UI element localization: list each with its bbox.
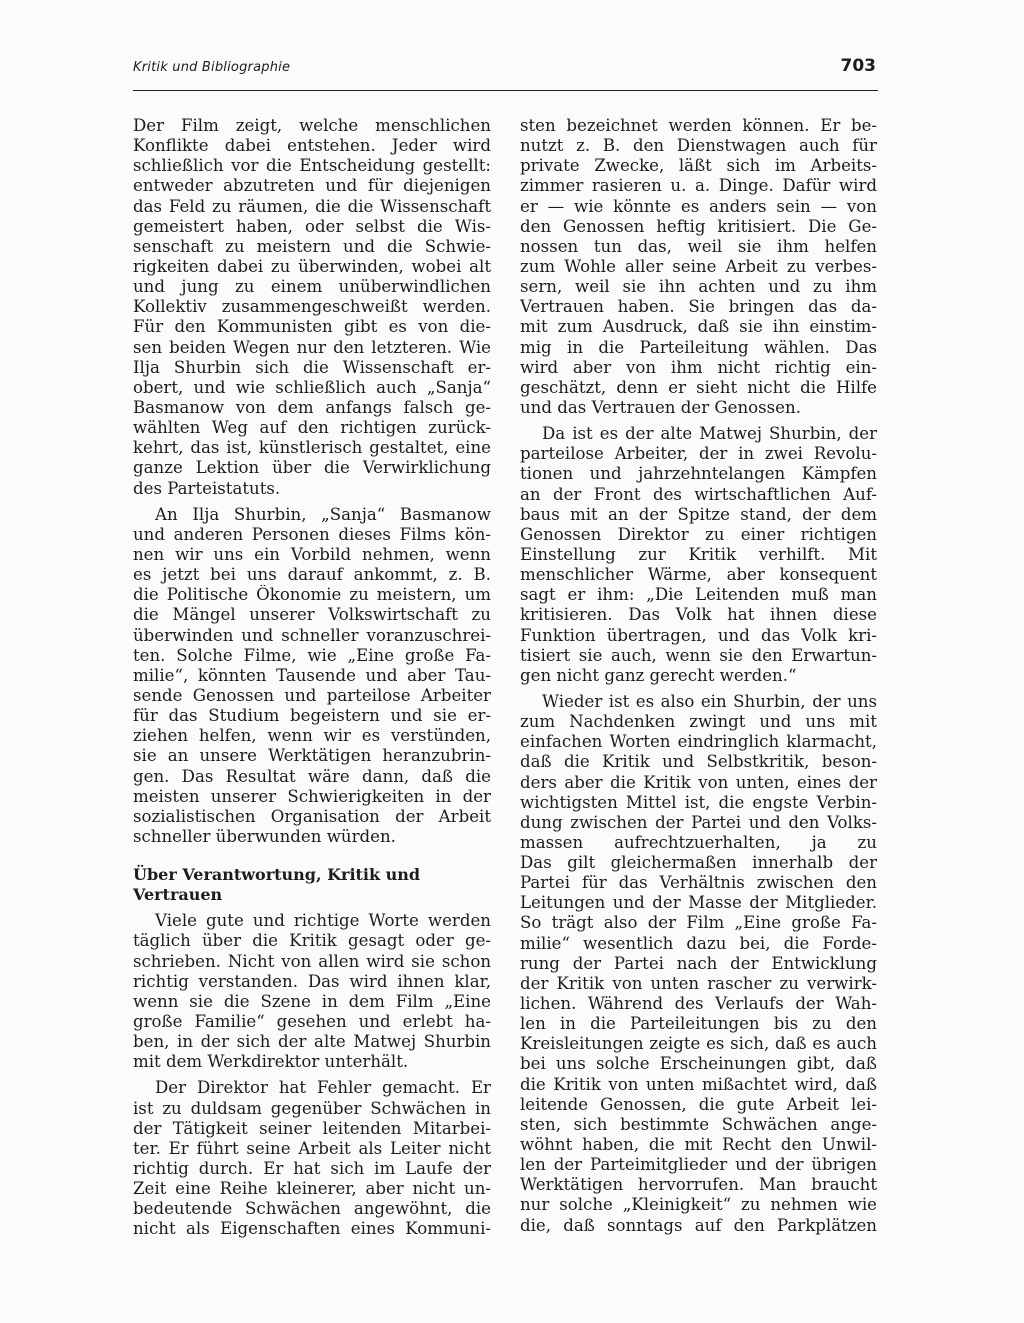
text-line: er — wie könnte es anders sein — von [520,196,877,216]
text-line: rung der Partei nach der Entwicklung [520,953,877,973]
text-line: dung zwischen der Partei und den Volks- [520,812,877,832]
text-line: bei uns solche Erscheinungen gibt, daß [520,1054,877,1074]
text-line: ganze Lektion über die Verwirklichung [133,458,491,478]
text-line: sagt er ihm: „Die Leitenden muß man [520,585,877,605]
left-column [133,116,491,1240]
text-line: Wieder ist es also ein Shurbin, der uns [542,691,877,711]
paragraph [520,424,877,686]
text-line: richtig verstanden. Das wird ihnen klar, [133,971,491,991]
text-line: nur solche „Kleinigkeit“ zu nehmen wie [520,1195,877,1215]
text-line: nossen tun das, weil sie ihm helfen [520,236,877,256]
paragraph [520,116,877,418]
text-line: überwinden und schneller voranzuschrei- [133,625,491,645]
heading-line: Vertrauen [133,885,223,905]
text-line: ziehen helfen, wenn wir es verstünden, [133,726,491,746]
text-line: Ilja Shurbin sich die Wissenschaft er- [133,357,491,377]
text-line: wählten Weg auf den richtigen zurück- [133,418,491,438]
running-head: Kritik und Bibliographie [133,60,291,75]
text-line: Für den Kommunisten gibt es von die- [133,317,491,337]
text-line: an der Front des wirtschaftlichen Auf- [520,484,877,504]
text-line: kehrt, das ist, künstlerisch gestaltet, eine [133,438,491,458]
text-line: gemeistert haben, oder selbst die Wis- [133,216,491,236]
text-line: So trägt also der Film „Eine große Fa- [520,913,877,933]
text-line: täglich über die Kritik gesagt oder ge- [133,931,491,951]
text-line: ten. Solche Filme, wie „Eine große Fa- [133,645,491,665]
text-line: die Kritik von unten mißachtet wird, daß [520,1074,877,1094]
text-line: für das Studium begeistern und sie er- [133,706,491,726]
text-line: zum Nachdenken zwingt und uns mit [520,712,877,732]
text-line: Viele gute und richtige Worte werden [155,911,491,931]
text-line: des Parteistatuts. [133,478,281,498]
text-line: len der Parteimitglieder und der übrigen [520,1155,877,1175]
text-line: tionen und jahrzehntelangen Kämpfen [520,464,877,484]
text-line: der Tätigkeit seiner leitenden Mitarbei- [133,1118,491,1138]
paragraph [133,505,491,847]
text-line: wichtigsten Mittel ist, die engste Verbin- [520,792,877,812]
text-line: und das Vertrauen der Genossen. [520,397,801,417]
text-line: Kollektiv zusammengeschweißt werden. [133,297,491,317]
text-line: senschaft zu meistern und die Schwie- [133,236,491,256]
paragraph [133,1078,491,1239]
text-line: wenn sie die Szene in dem Film „Eine [133,991,491,1011]
text-line: meisten unserer Schwierigkeiten in der [133,786,491,806]
text-line: sten, sich bestimmte Schwächen ange- [520,1114,877,1134]
paragraph [133,911,491,1072]
text-line: Basmanow von dem anfangs falsch ge- [133,397,491,417]
text-line: daß die Kritik und Selbstkritik, beson- [520,752,877,772]
text-line: Der Film zeigt, welche menschlichen [133,116,491,135]
text-line: Leitungen und der Masse der Mitglieder. [520,893,877,913]
text-line: mit zum Ausdruck, daß sie ihn einstim- [520,317,877,337]
right-column [520,116,877,1236]
text-line: massen aufrechtzuerhalten, ja zu [520,832,877,852]
text-line: schrieben. Nicht von allen wird sie schon [133,951,491,971]
text-line: parteilose Arbeiter, der in zwei Revolu- [520,444,877,464]
text-line: geschätzt, denn er sieht nicht die Hilfe [520,377,877,397]
header-rule [133,90,878,91]
text-line: ter. Er führt seine Arbeit als Leiter nicht [133,1138,491,1158]
paragraph [520,692,877,1236]
paragraph [133,116,491,499]
text-line: ders aber die Kritik von unten, eines der [520,772,877,792]
text-line: tisiert sie auch, wenn sie den Erwartun- [520,645,877,665]
text-line: sozialistischen Organisation der Arbeit [133,806,491,826]
text-line: obert, und wie schließlich auch „Sanja“ [133,377,491,397]
text-line: ben, in der sich der alte Matwej Shurbin [133,1032,491,1052]
section-heading [133,865,491,905]
text-line: Das gilt gleichermaßen innerhalb der [520,853,877,873]
text-line: mig in die Parteileitung wählen. Das [520,337,877,357]
text-line: schließlich vor die Entscheidung gestellt: [133,156,491,176]
text-line: richtig durch. Er hat sich im Laufe der [133,1159,491,1179]
text-line: zum Wohle aller seine Arbeit zu verbes- [520,256,877,276]
text-line: Zeit eine Reihe kleinerer, aber nicht un- [133,1179,491,1199]
text-line: die Politische Ökonomie zu meistern, um [133,585,491,605]
text-line: nen wir uns ein Vorbild nehmen, wenn [133,544,491,564]
text-line: bedeutende Schwächen angewöhnt, die [133,1199,491,1219]
heading-line: Über Verantwortung, Kritik und [133,865,421,885]
text-line: der Kritik von unten rascher zu verwirk- [520,973,877,993]
text-line: Konflikte dabei entstehen. Jeder wird [133,136,491,156]
text-line: die Mängel unserer Volkswirtschaft zu [133,605,491,625]
text-line: einfachen Worten eindringlich klarmacht, [520,732,877,752]
text-line: nicht als Eigenschaften eines Kommuni- [133,1219,491,1239]
text-line: sern, weil sie ihn achten und zu ihm [520,277,877,297]
text-line: sen beiden Wegen nur den letzteren. Wie [133,337,491,357]
text-line: Der Direktor hat Fehler gemacht. Er [155,1078,491,1098]
text-line: len in die Parteileitungen bis zu den [520,1014,877,1034]
text-line: sie an unsere Werktätigen heranzubrin- [133,746,491,766]
text-line: An Ilja Shurbin, „Sanja“ Basmanow [155,504,491,524]
text-line: leitende Genossen, die gute Arbeit lei- [520,1094,877,1114]
text-line: ist zu duldsam gegenüber Schwächen in [133,1098,491,1118]
text-line: sten bezeichnet werden können. Er be- [520,116,877,135]
text-line: große Familie“ gesehen und erlebt ha- [133,1012,491,1032]
text-line: Einstellung zur Kritik verhilft. Mit [520,544,877,564]
text-line: das Feld zu räumen, die die Wissenschaft [133,196,491,216]
text-line: mit dem Werkdirektor unterhält. [133,1052,409,1072]
text-line: und anderen Personen dieses Films kön- [133,524,491,544]
text-line: Werktätigen hervorrufen. Man braucht [520,1175,877,1195]
text-line: baus mit an der Spitze stand, der dem [520,504,877,524]
text-line: nutzt z. B. den Dienstwagen auch für [520,136,877,156]
text-line: Da ist es der alte Matwej Shurbin, der [542,424,877,444]
text-line: den Genossen heftig kritisiert. Die Ge- [520,216,877,236]
text-line: Vertrauen haben. Sie bringen das da- [520,297,877,317]
text-line: die, daß sonntags auf den Parkplätzen [520,1215,877,1235]
section-gap [133,847,491,865]
text-line: zimmer rasieren u. a. Dinge. Dafür wird [520,176,877,196]
page-header [133,56,878,82]
text-line: milie“ wesentlich dazu bei, die Forde- [520,933,877,953]
text-line: rigkeiten dabei zu überwinden, wobei alt [133,256,491,276]
text-line: private Zwecke, läßt sich im Arbeits- [520,156,877,176]
text-line: gen. Das Resultat wäre dann, daß die [133,766,491,786]
text-line: schneller überwunden würden. [133,826,396,846]
text-line: menschlicher Wärme, aber konsequent [520,565,877,585]
text-line: lichen. Während des Verlaufs der Wah- [520,994,877,1014]
text-line: gen nicht ganz gerecht werden.“ [520,665,797,685]
text-line: Partei für das Verhältnis zwischen den [520,873,877,893]
text-line: Genossen Direktor zu einer richtigen [520,524,877,544]
text-line: es jetzt bei uns darauf ankommt, z. B. [133,565,491,585]
text-line: Funktion übertragen, und das Volk kri- [520,625,877,645]
page-number: 703 [840,56,876,76]
text-line: sende Genossen und parteilose Arbeiter [133,685,491,705]
text-line: wird aber von ihm nicht richtig ein- [520,357,877,377]
text-line: Kreisleitungen zeigte es sich, daß es auch [520,1034,877,1054]
text-line: wöhnt haben, die mit Recht den Unwil- [520,1135,877,1155]
text-line: und jung zu einem unüberwindlichen [133,277,491,297]
text-line: kritisieren. Das Volk hat ihnen diese [520,605,877,625]
text-line: milie“, könnten Tausende und aber Tau- [133,665,491,685]
text-line: entweder abzutreten und für diejenigen [133,176,491,196]
